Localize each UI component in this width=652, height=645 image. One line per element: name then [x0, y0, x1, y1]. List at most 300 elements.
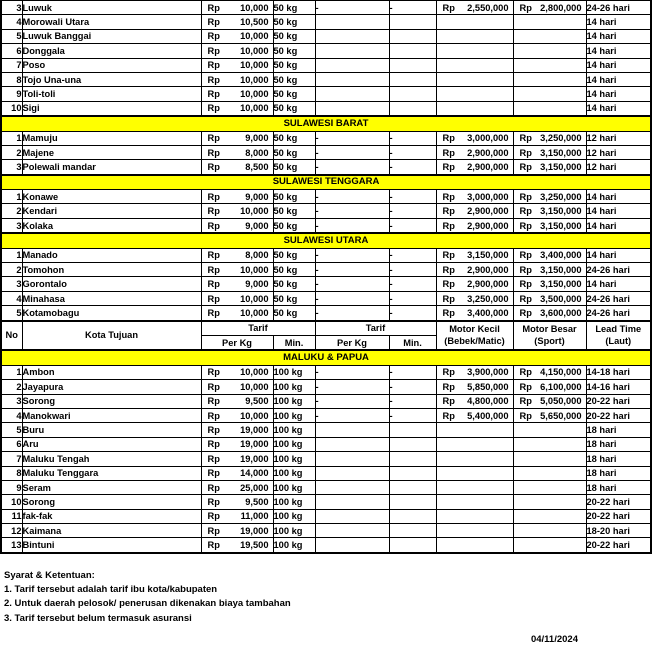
cell-tariff-min: 100 kg [273, 509, 315, 523]
cell-tariff-per-kg [201, 277, 273, 291]
cell-motor-besar [513, 263, 586, 277]
cell-tariff-min: 50 kg [273, 277, 315, 291]
amount: 2,800,000 [540, 2, 582, 13]
cell-tariff2-min [389, 44, 436, 58]
cell-motor-kecil [436, 365, 513, 379]
cell-lead-time: 14-16 hari [586, 380, 651, 394]
cell-tariff2-per-kg: - [315, 218, 389, 233]
cell-city: Sigi [22, 101, 201, 116]
cell-tariff-min: 100 kg [273, 480, 315, 494]
amount: 5,650,000 [540, 410, 582, 421]
amount: 3,150,000 [540, 264, 582, 275]
cell-tariff2-min: - [389, 263, 436, 277]
cell-tariff-per-kg [201, 218, 273, 233]
cell-city: Luwuk [22, 1, 201, 15]
amount: 2,550,000 [467, 2, 509, 13]
amount: 19,000 [240, 453, 269, 464]
amount: 11,000 [240, 511, 269, 522]
table-row [1, 524, 651, 538]
cell-city: Sorong [22, 394, 201, 408]
cell-motor-kecil [436, 509, 513, 523]
amount: 3,150,000 [540, 220, 582, 231]
currency-label: Rp [207, 293, 220, 304]
amount: 8,000 [245, 147, 269, 158]
cell-tariff2-per-kg [315, 452, 389, 466]
cell-tariff2-per-kg: - [315, 145, 389, 159]
currency-label: Rp [442, 381, 455, 392]
amount: 10,000 [240, 293, 269, 304]
cell-city: Jayapura [22, 380, 201, 394]
cell-motor-kecil [436, 480, 513, 494]
col-header-motor-besar-title: Motor Besar [522, 324, 577, 335]
amount: 10,000 [240, 307, 269, 318]
table-row [1, 248, 651, 262]
currency-label: Rp [207, 60, 220, 71]
cell-tariff2-per-kg [315, 495, 389, 509]
cell-tariff-per-kg [201, 408, 273, 422]
table-row [1, 277, 651, 291]
currency-label: Rp [442, 147, 455, 158]
col-header-per-kg-2: Per Kg [315, 335, 389, 350]
table-row [1, 160, 651, 175]
cell-motor-kecil [436, 44, 513, 58]
cell-row-number: 3 [1, 277, 22, 291]
cell-tariff-per-kg [201, 509, 273, 523]
cell-motor-besar [513, 509, 586, 523]
cell-tariff2-per-kg [315, 72, 389, 86]
cell-tariff2-min [389, 15, 436, 29]
cell-motor-kecil [436, 466, 513, 480]
cell-motor-besar [513, 480, 586, 494]
cell-lead-time: 14 hari [586, 15, 651, 29]
cell-city: Tomohon [22, 263, 201, 277]
cell-row-number: 5 [1, 29, 22, 43]
currency-label: Rp [442, 220, 455, 231]
cell-city: Polewali mandar [22, 160, 201, 175]
cell-tariff2-min: - [389, 204, 436, 218]
cell-lead-time: 14 hari [586, 204, 651, 218]
cell-row-number: 8 [1, 466, 22, 480]
amount: 5,850,000 [467, 381, 509, 392]
cell-tariff2-per-kg: - [315, 190, 389, 204]
table-row [1, 394, 651, 408]
cell-tariff-per-kg [201, 1, 273, 15]
currency-label: Rp [442, 264, 455, 275]
amount: 10,500 [240, 17, 269, 28]
terms-item: 2. Untuk daerah pelosok/ penerusan dikenakan biaya tambahan [4, 598, 291, 610]
currency-label: Rp [519, 2, 532, 13]
table-row [1, 58, 651, 72]
cell-tariff2-min [389, 72, 436, 86]
cell-lead-time: 14 hari [586, 248, 651, 262]
cell-tariff-min: 50 kg [273, 291, 315, 305]
cell-tariff2-min [389, 495, 436, 509]
cell-lead-time: 14-18 hari [586, 365, 651, 379]
cell-city: Kaimana [22, 524, 201, 538]
cell-city: Buru [22, 423, 201, 437]
currency-label: Rp [442, 250, 455, 261]
cell-tariff-per-kg [201, 160, 273, 175]
cell-tariff-min: 100 kg [273, 538, 315, 553]
cell-tariff2-min [389, 466, 436, 480]
cell-tariff2-min: - [389, 408, 436, 422]
cell-motor-kecil [436, 204, 513, 218]
currency-label: Rp [207, 468, 220, 479]
currency-label: Rp [207, 191, 220, 202]
col-header-lead-time [586, 321, 651, 351]
cell-tariff2-min: - [389, 160, 436, 175]
cell-motor-kecil [436, 248, 513, 262]
cell-lead-time: 14 hari [586, 58, 651, 72]
cell-tariff2-per-kg [315, 87, 389, 101]
table-row [1, 263, 651, 277]
amount: 2,900,000 [467, 264, 509, 275]
amount: 14,000 [240, 468, 269, 479]
cell-row-number: 3 [1, 394, 22, 408]
cell-tariff2-min [389, 452, 436, 466]
cell-motor-besar [513, 87, 586, 101]
currency-label: Rp [207, 482, 220, 493]
cell-tariff-per-kg [201, 394, 273, 408]
cell-tariff-per-kg [201, 291, 273, 305]
section-title: SULAWESI BARAT [1, 116, 651, 131]
amount: 9,000 [245, 133, 269, 144]
amount: 8,000 [245, 250, 269, 261]
cell-motor-besar [513, 160, 586, 175]
cell-tariff-min: 50 kg [273, 306, 315, 321]
cell-tariff-per-kg [201, 306, 273, 321]
cell-tariff-per-kg [201, 29, 273, 43]
cell-row-number: 1 [1, 190, 22, 204]
cell-row-number: 2 [1, 380, 22, 394]
cell-lead-time: 14 hari [586, 44, 651, 58]
cell-city: Maluku Tengah [22, 452, 201, 466]
amount: 9,000 [245, 220, 269, 231]
cell-row-number: 1 [1, 131, 22, 145]
col-header-lead-time-sub: (Laut) [605, 336, 632, 347]
cell-tariff-per-kg [201, 452, 273, 466]
cell-tariff-min: 50 kg [273, 87, 315, 101]
cell-city: Seram [22, 480, 201, 494]
cell-tariff2-min [389, 538, 436, 553]
col-header-no: No [1, 321, 22, 351]
currency-label: Rp [519, 410, 532, 421]
cell-motor-besar [513, 466, 586, 480]
cell-motor-besar [513, 423, 586, 437]
cell-tariff-per-kg [201, 263, 273, 277]
cell-city: Minahasa [22, 291, 201, 305]
cell-lead-time: 20-22 hari [586, 538, 651, 553]
cell-city: Toli-toli [22, 87, 201, 101]
cell-motor-kecil [436, 145, 513, 159]
cell-motor-kecil [436, 452, 513, 466]
amount: 3,150,000 [540, 161, 582, 172]
cell-row-number: 7 [1, 58, 22, 72]
cell-tariff2-min: - [389, 190, 436, 204]
cell-row-number: 8 [1, 72, 22, 86]
cell-tariff2-per-kg: - [315, 291, 389, 305]
cell-row-number: 1 [1, 365, 22, 379]
cell-tariff-min: 100 kg [273, 524, 315, 538]
currency-label: Rp [207, 396, 220, 407]
cell-motor-besar [513, 145, 586, 159]
section-title: SULAWESI UTARA [1, 233, 651, 248]
cell-tariff-min: 100 kg [273, 452, 315, 466]
cell-tariff-min: 50 kg [273, 29, 315, 43]
currency-label: Rp [207, 133, 220, 144]
table-row [1, 423, 651, 437]
cell-lead-time: 24-26 hari [586, 291, 651, 305]
document-date: 04/11/2024 [530, 634, 578, 645]
table-row [1, 452, 651, 466]
cell-city: Gorontalo [22, 277, 201, 291]
cell-tariff2-per-kg: - [315, 394, 389, 408]
cell-city: Ambon [22, 365, 201, 379]
table-row [1, 509, 651, 523]
cell-tariff2-min: - [389, 291, 436, 305]
cell-row-number: 4 [1, 291, 22, 305]
cell-lead-time: 14 hari [586, 190, 651, 204]
cell-motor-besar [513, 277, 586, 291]
cell-tariff-min: 50 kg [273, 58, 315, 72]
cell-lead-time: 24-26 hari [586, 263, 651, 277]
col-header-min-2: Min. [389, 335, 436, 350]
amount: 2,900,000 [467, 220, 509, 231]
cell-tariff-per-kg [201, 72, 273, 86]
amount: 3,500,000 [540, 293, 582, 304]
cell-lead-time: 14 hari [586, 72, 651, 86]
terms-item: 1. Tarif tersebut adalah tarif ibu kota/kabupaten [4, 584, 218, 596]
currency-label: Rp [207, 220, 220, 231]
amount: 9,500 [245, 496, 269, 507]
cell-motor-kecil [436, 1, 513, 15]
cell-motor-besar [513, 29, 586, 43]
cell-city: Konawe [22, 190, 201, 204]
cell-motor-kecil [436, 160, 513, 175]
cell-tariff-per-kg [201, 204, 273, 218]
amount: 10,000 [240, 381, 269, 392]
currency-label: Rp [207, 367, 220, 378]
cell-motor-besar [513, 306, 586, 321]
cell-row-number: 3 [1, 160, 22, 175]
cell-row-number: 9 [1, 480, 22, 494]
cell-tariff-per-kg [201, 145, 273, 159]
currency-label: Rp [519, 133, 532, 144]
cell-row-number: 5 [1, 423, 22, 437]
currency-label: Rp [207, 45, 220, 56]
currency-label: Rp [207, 453, 220, 464]
cell-tariff-min: 100 kg [273, 408, 315, 422]
cell-lead-time: 12 hari [586, 131, 651, 145]
cell-city: Luwuk Banggai [22, 29, 201, 43]
cell-tariff-min: 50 kg [273, 101, 315, 116]
currency-label: Rp [519, 264, 532, 275]
cell-motor-kecil [436, 306, 513, 321]
cell-row-number: 3 [1, 1, 22, 15]
amount: 9,000 [245, 279, 269, 290]
amount: 6,100,000 [540, 381, 582, 392]
cell-city: Mamuju [22, 131, 201, 145]
amount: 19,000 [240, 525, 269, 536]
cell-lead-time: 14 hari [586, 29, 651, 43]
cell-tariff2-min: - [389, 394, 436, 408]
currency-label: Rp [442, 191, 455, 202]
cell-city: Aru [22, 437, 201, 451]
currency-label: Rp [442, 133, 455, 144]
cell-lead-time: 18 hari [586, 480, 651, 494]
cell-lead-time: 24-26 hari [586, 1, 651, 15]
table-row [1, 365, 651, 379]
cell-tariff-min: 50 kg [273, 72, 315, 86]
currency-label: Rp [207, 381, 220, 392]
terms-title: Syarat & Ketentuan: [4, 569, 95, 581]
section-header-row [1, 175, 651, 190]
cell-motor-kecil [436, 291, 513, 305]
cell-motor-besar [513, 72, 586, 86]
cell-city: Tojo Una-una [22, 72, 201, 86]
cell-tariff-min: 50 kg [273, 160, 315, 175]
cell-motor-besar [513, 437, 586, 451]
table-row [1, 145, 651, 159]
currency-label: Rp [442, 396, 455, 407]
cell-lead-time: 20-22 hari [586, 394, 651, 408]
table-row [1, 291, 651, 305]
amount: 19,000 [240, 439, 269, 450]
cell-tariff2-per-kg [315, 58, 389, 72]
cell-city: Manado [22, 248, 201, 262]
table-row [1, 72, 651, 86]
cell-lead-time: 20-22 hari [586, 509, 651, 523]
col-header-min-1: Min. [273, 335, 315, 350]
currency-label: Rp [519, 220, 532, 231]
currency-label: Rp [207, 147, 220, 158]
amount: 3,000,000 [467, 191, 509, 202]
cell-motor-besar [513, 291, 586, 305]
cell-motor-besar [513, 1, 586, 15]
currency-label: Rp [519, 367, 532, 378]
currency-label: Rp [207, 525, 220, 536]
cell-lead-time: 12 hari [586, 160, 651, 175]
amount: 3,150,000 [540, 279, 582, 290]
cell-motor-besar [513, 218, 586, 233]
cell-tariff2-min [389, 423, 436, 437]
cell-city: Donggala [22, 44, 201, 58]
amount: 3,000,000 [467, 133, 509, 144]
cell-tariff2-per-kg: - [315, 248, 389, 262]
cell-city: Maluku Tenggara [22, 466, 201, 480]
currency-label: Rp [207, 206, 220, 217]
currency-label: Rp [519, 147, 532, 158]
cell-city: Manokwari [22, 408, 201, 422]
cell-lead-time: 14 hari [586, 87, 651, 101]
cell-tariff-per-kg [201, 524, 273, 538]
cell-tariff2-per-kg: - [315, 160, 389, 175]
amount: 3,150,000 [467, 250, 509, 261]
amount: 19,000 [240, 425, 269, 436]
cell-tariff-per-kg [201, 365, 273, 379]
cell-tariff-per-kg [201, 87, 273, 101]
cell-tariff2-min [389, 87, 436, 101]
cell-motor-kecil [436, 423, 513, 437]
cell-tariff-min: 50 kg [273, 190, 315, 204]
currency-label: Rp [442, 410, 455, 421]
amount: 25,000 [240, 482, 269, 493]
cell-tariff2-per-kg: - [315, 131, 389, 145]
currency-label: Rp [207, 410, 220, 421]
currency-label: Rp [207, 425, 220, 436]
col-header-motor-kecil [436, 321, 513, 351]
amount: 3,400,000 [467, 307, 509, 318]
cell-motor-besar [513, 408, 586, 422]
cell-tariff2-min: - [389, 1, 436, 15]
currency-label: Rp [207, 17, 220, 28]
cell-city: Sorong [22, 495, 201, 509]
cell-lead-time: 24-26 hari [586, 306, 651, 321]
table-row [1, 437, 651, 451]
cell-lead-time: 12 hari [586, 145, 651, 159]
cell-motor-besar [513, 524, 586, 538]
cell-row-number: 3 [1, 218, 22, 233]
cell-tariff-per-kg [201, 538, 273, 553]
cell-tariff-per-kg [201, 131, 273, 145]
cell-motor-kecil [436, 380, 513, 394]
table-row [1, 15, 651, 29]
cell-motor-kecil [436, 538, 513, 553]
cell-tariff-per-kg [201, 423, 273, 437]
currency-label: Rp [519, 250, 532, 261]
currency-label: Rp [519, 191, 532, 202]
amount: 19,500 [240, 540, 269, 551]
cell-row-number: 2 [1, 263, 22, 277]
cell-tariff-per-kg [201, 58, 273, 72]
cell-tariff-per-kg [201, 15, 273, 29]
cell-row-number: 6 [1, 437, 22, 451]
cell-row-number: 4 [1, 408, 22, 422]
cell-motor-kecil [436, 101, 513, 116]
table-row [1, 538, 651, 553]
terms-notes [0, 569, 650, 626]
cell-motor-kecil [436, 72, 513, 86]
cell-lead-time: 18 hari [586, 466, 651, 480]
cell-motor-besar [513, 204, 586, 218]
cell-lead-time: 20-22 hari [586, 408, 651, 422]
cell-city: Kotamobagu [22, 306, 201, 321]
cell-row-number: 11 [1, 509, 22, 523]
currency-label: Rp [519, 381, 532, 392]
table-row [1, 306, 651, 321]
currency-label: Rp [519, 293, 532, 304]
amount: 10,000 [240, 89, 269, 100]
cell-motor-besar [513, 380, 586, 394]
cell-tariff2-min: - [389, 277, 436, 291]
section-header-row [1, 350, 651, 365]
currency-label: Rp [207, 511, 220, 522]
amount: 3,250,000 [540, 133, 582, 144]
cell-tariff2-per-kg [315, 101, 389, 116]
amount: 3,250,000 [540, 191, 582, 202]
amount: 4,150,000 [540, 367, 582, 378]
cell-tariff-min: 50 kg [273, 248, 315, 262]
cell-tariff2-min [389, 524, 436, 538]
cell-tariff2-per-kg: - [315, 365, 389, 379]
cell-tariff2-per-kg [315, 437, 389, 451]
currency-label: Rp [207, 250, 220, 261]
cell-tariff2-min: - [389, 131, 436, 145]
cell-row-number: 10 [1, 101, 22, 116]
cell-lead-time: 20-22 hari [586, 495, 651, 509]
terms-item: 3. Tarif tersebut belum termasuk asuransi [4, 612, 192, 624]
cell-tariff2-per-kg: - [315, 380, 389, 394]
